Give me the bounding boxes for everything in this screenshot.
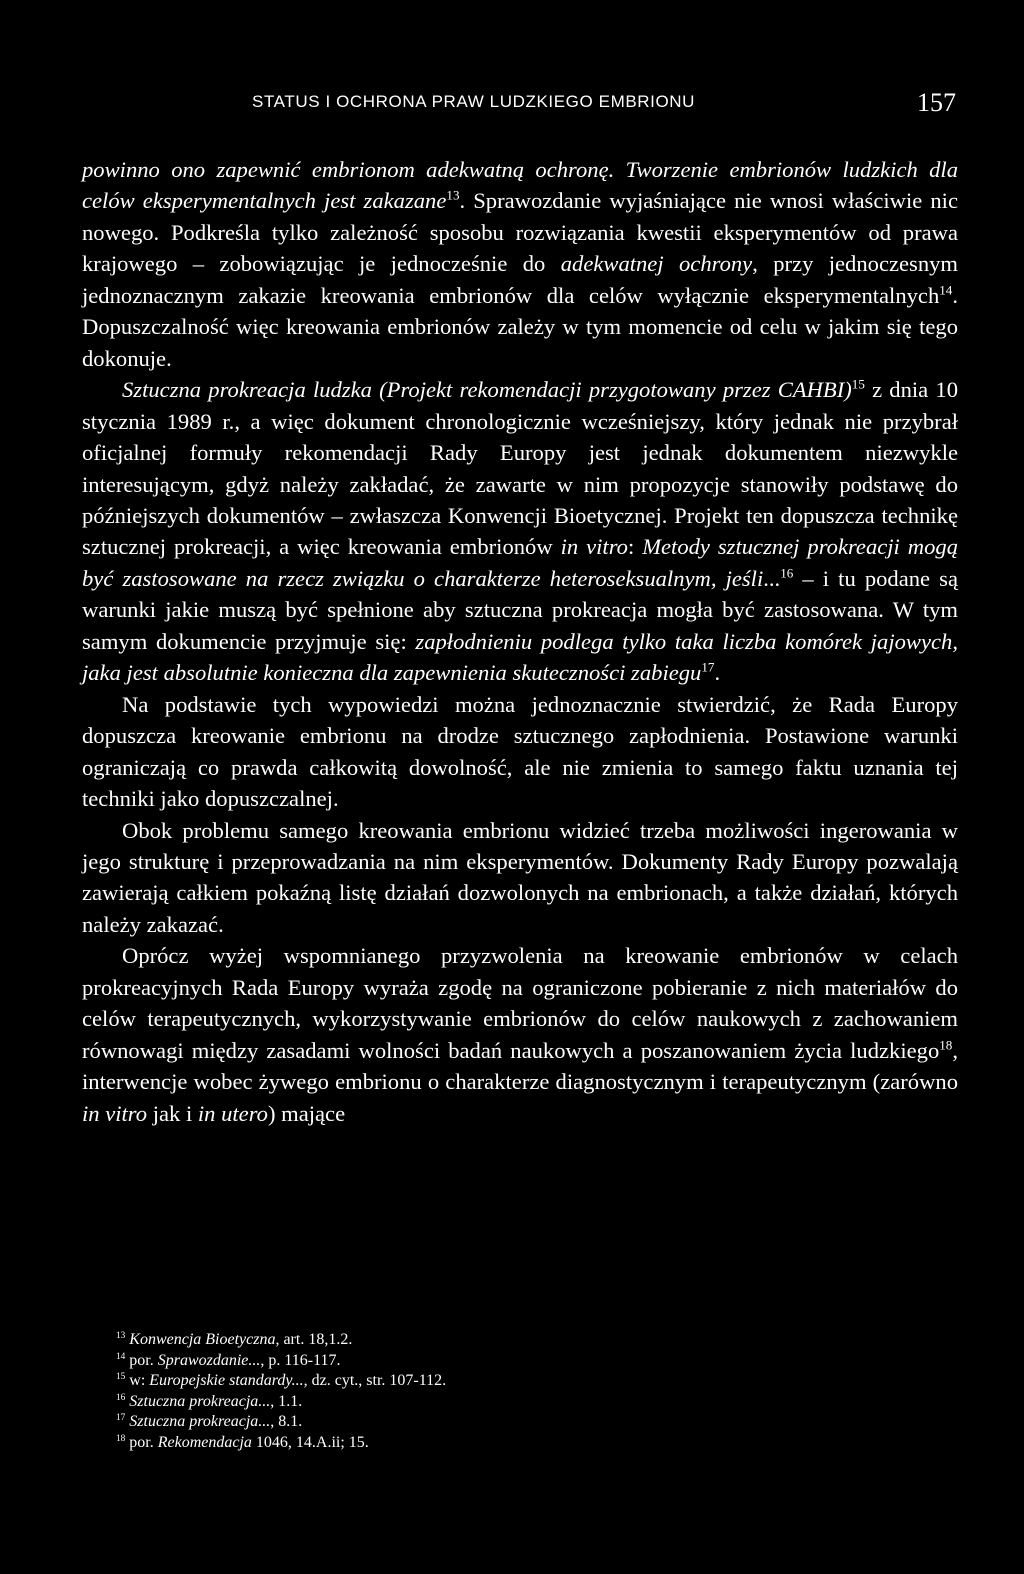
paragraph (82, 374, 958, 689)
footnote-ref: 18 (939, 1037, 953, 1053)
footnote-ref: 17 (701, 659, 715, 675)
italic-span: powinno ono zapewnić embrionom adekwatną ochronę. Tworzenie embrionów ludzkich dla celów eksperymentalnych jest zakazane (82, 157, 958, 214)
footnote (116, 1433, 876, 1454)
text-span: , 8.1. (270, 1413, 303, 1431)
footnotes (116, 1330, 876, 1454)
italic-span: Europejskie standardy... (149, 1372, 304, 1390)
text-span: : (627, 534, 643, 560)
footnote-ref: 15 (116, 1372, 126, 1383)
text-span: Obok problemu samego kreowania embrionu widzieć trzeba możliwości ingerowania w jego strukturę i przeprowadzania na nim eksperymentów. Dokumenty Rady Europy pozwalają zawierają całkiem pokaźną listę działań dozwolonych na embrionach, a także działań, których należy zakazać. (82, 817, 958, 937)
italic-span: adekwatnej ochrony (560, 251, 753, 277)
text-span: por. (125, 1433, 158, 1451)
footnote (116, 1371, 876, 1392)
italic-span: Metody sztucznej prokreacji mogą być zastosowane na rzecz związku o charakterze heteroseksualnym, jeśli (82, 534, 958, 591)
footnote-ref: 18 (116, 1433, 126, 1444)
italic-span: Sztuczna prokreacja ludzka (Projekt rekomendacji przygotowany przez CAHBI) (122, 377, 852, 403)
text-span: . (714, 660, 721, 686)
italic-span: Sztuczna prokreacja... (129, 1413, 271, 1431)
text-span: ) mające (267, 1100, 346, 1126)
page-number: 157 (917, 88, 956, 117)
text-span: w: (125, 1372, 150, 1390)
paragraph (82, 689, 958, 815)
italic-span: zapłodnieniu podlega tylko taka liczba komórek jajowych, jaka jest absolutnie konieczna dla zapewnienia skuteczności zabiegu (82, 628, 958, 686)
text-span: jak i (147, 1100, 198, 1126)
paragraph (82, 815, 958, 941)
text-span: , p. 116-117. (260, 1351, 341, 1369)
italic-span: Sztuczna prokreacja... (129, 1392, 271, 1410)
text-span: Oprócz wyżej wspomnianego przyzwolenia na kreowanie embrionów w celach prokreacyjnych Rada Europy wyraża zgodę na ograniczone pobieranie z nich materiałów do celów terapeutycznych, wykorzystywanie embrionów do celów naukowych z zachowaniem równowagi między zasadami wolności badań naukowych a poszanowaniem życia ludzkiego (82, 943, 958, 1063)
text-span: , dz. cyt., str. 107-112. (303, 1372, 447, 1390)
text-span: por. (125, 1351, 158, 1369)
footnote-ref: 14 (939, 282, 953, 298)
italic-span: Konwencja Bioetyczna (129, 1331, 276, 1348)
text-span: , interwencje wobec żywego embrionu o charakterze diagnostycznym i terapeutycznym (zarówno (82, 1037, 958, 1095)
footnote-ref: 14 (116, 1351, 126, 1362)
italic-span: Sprawozdanie... (157, 1351, 261, 1369)
footnote (116, 1351, 876, 1372)
text-span: . Sprawozdanie wyjaśniające nie wnosi właściwie nic nowego. Podkreśla tylko zależność sposobu rozwiązania kwestii eksperymentów od prawa krajowego – zobowiązując je jednocześnie do (82, 188, 958, 277)
page-header (82, 88, 958, 122)
text-span: ... (763, 565, 781, 591)
paragraph (82, 940, 958, 1129)
footnote-ref: 17 (116, 1413, 126, 1424)
text-span: , przy jednoczesnym jednoznacznym zakazie kreowania embrionów dla celów wyłącznie eksperymentalnych (82, 251, 958, 308)
text-span: 1046, 14.A.ii; 15. (251, 1433, 369, 1451)
running-title: STATUS I OCHRONA PRAW LUDZKIEGO EMBRIONU (252, 92, 696, 111)
paragraph (82, 154, 958, 374)
text-span: , art. 18,1.2. (275, 1331, 353, 1348)
footnote-ref: 13 (116, 1330, 126, 1341)
text-span: , 1.1. (270, 1392, 303, 1410)
text-span: . Dopuszczalność więc kreowania embrionów zależy w tym momencie od celu w jakim się tego dokonuje. (82, 282, 958, 371)
footnote-ref: 15 (851, 376, 865, 392)
italic-span: in utero (197, 1100, 268, 1126)
italic-span: Rekomendacja (157, 1433, 252, 1451)
text-span: – i tu podane są warunki jakie muszą być spełnione aby sztuczna prokreacja mogła być zastosowana. W tym samym dokumencie przyjmuje się: (82, 565, 958, 654)
italic-span: in vitro (82, 1100, 148, 1126)
italic-span: in vitro (560, 534, 628, 560)
body-text (82, 154, 958, 1129)
footnote-ref: 16 (116, 1392, 126, 1403)
footnote-ref: 16 (780, 565, 794, 581)
footnote (116, 1392, 876, 1413)
footnote (116, 1330, 876, 1351)
text-span: Na podstawie tych wypowiedzi można jednoznacznie stwierdzić, że Rada Europy dopuszcza kreowanie embrionu na drodze sztucznego zapłodnienia. Postawione warunki ograniczają co prawda całkowitą dowolność, ale nie zmienia to samego faktu uznania tej techniki jako dopuszczalnej. (82, 691, 958, 812)
text-span: z dnia 10 stycznia 1989 r., a więc dokument chronologicznie wcześniejszy, który jednak nie przybrał oficjalnej formuły rekomendacji Rady Europy jest jednak dokumentem niezwykle interesującym, gdyż należy zakładać, że zawarte w nim propozycje stanowiły podstawę do późniejszych dokumentów – zwłaszcza Konwencji Bioetycznej. Projekt ten dopuszcza technikę sztucznej prokreacji, a więc kreowania embrionów (82, 377, 959, 560)
footnote-ref: 13 (446, 187, 460, 203)
footnote (116, 1412, 876, 1433)
